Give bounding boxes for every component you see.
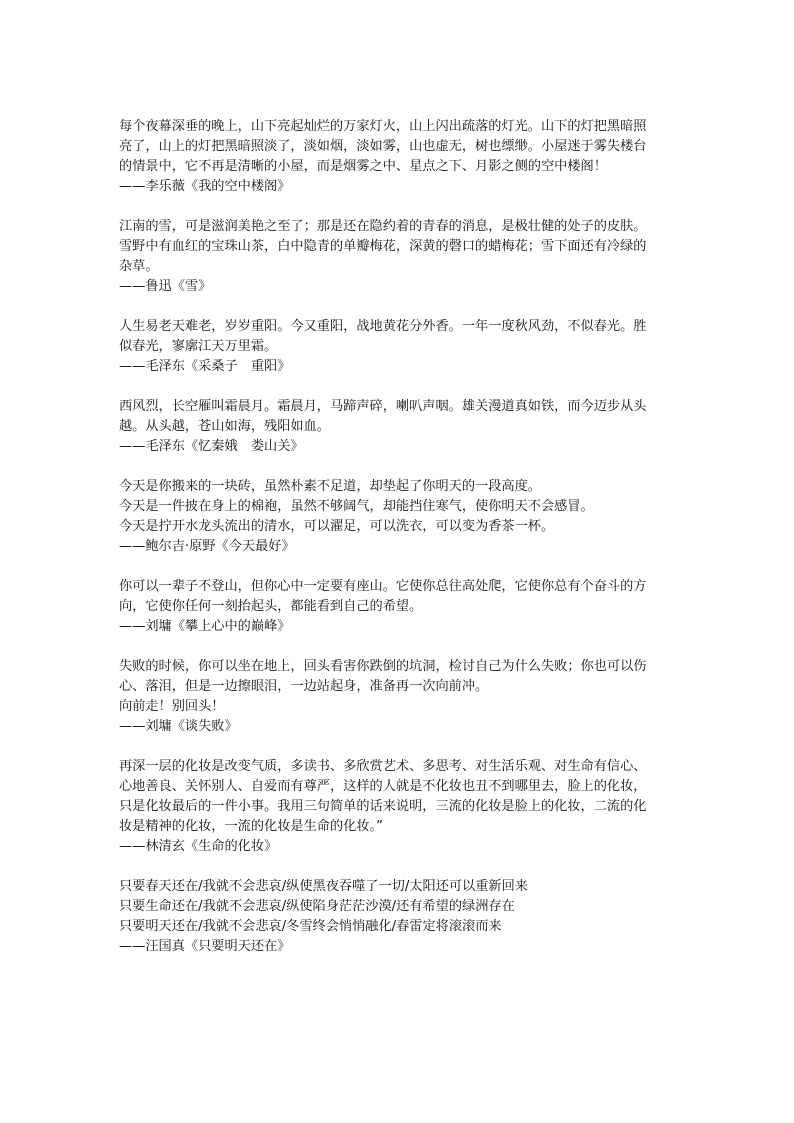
passage-text-line: 你可以一辈子不登山，但你心中一定要有座山。它使你总往高处爬，它使你总有个奋斗的方 xyxy=(119,579,647,594)
passage-attribution: ——毛泽东《忆秦娥 娄山关》 xyxy=(119,439,304,454)
passage-attribution: ——刘墉《攀上心中的巅峰》 xyxy=(119,619,291,634)
passage-text-line: 的情景中，它不再是清晰的小屋，而是烟雾之中、星点之下、月影之侧的空中楼阁！ xyxy=(119,159,607,174)
passage-text-line: 雪野中有血红的宝珠山茶，白中隐青的单瓣梅花，深黄的磬口的蜡梅花；雪下面还有冷绿的 xyxy=(119,239,647,254)
passage-text-line: 只要生命还在/我就不会悲哀/纵使陷身茫茫沙漠/还有希望的绿洲存在 xyxy=(119,899,515,914)
passage-text-line: 每个夜幕深垂的晚上，山下亮起灿烂的万家灯火，山上闪出疏落的灯光。山下的灯把黑暗照 xyxy=(119,119,647,134)
passage-text-line: 只要春天还在/我就不会悲哀/纵使黑夜吞噬了一切/太阳还可以重新回来 xyxy=(119,879,528,894)
passage-text-line: 今天是一件披在身上的棉袍，虽然不够阔气，却能挡住寒气，使你明天不会感冒。 xyxy=(119,499,594,514)
passage-text-line: 心地善良、关怀别人、自爱而有尊严，这样的人就是不化妆也丑不到哪里去，脸上的化妆， xyxy=(119,779,647,794)
passage-8 xyxy=(119,757,679,857)
passage-attribution: ——汪国真《只要明天还在》 xyxy=(119,939,291,954)
passage-text-line: 似春光，寥廓江天万里霜。 xyxy=(119,339,278,354)
passage-text-line: 再深一层的化妆是改变气质，多读书、多欣赏艺术、多思考、对生活乐观、对生命有信心、 xyxy=(119,759,647,774)
passage-3 xyxy=(119,317,679,377)
passage-4 xyxy=(119,397,679,457)
passage-7 xyxy=(119,657,679,737)
passage-text-line: 西风烈，长空雁叫霜晨月。霜晨月，马蹄声碎，喇叭声咽。雄关漫道真如铁，而今迈步从头 xyxy=(119,399,647,414)
passage-text-line: 失败的时候，你可以坐在地上，回头看害你跌倒的坑洞，检讨自己为什么失败；你也可以伤 xyxy=(119,659,647,674)
passage-text-line: 越。从头越，苍山如海，残阳如血。 xyxy=(119,419,330,434)
passage-5 xyxy=(119,477,679,557)
passage-attribution: ——鲍尔吉·原野《今天最好》 xyxy=(119,539,295,554)
passage-1 xyxy=(119,117,679,197)
passage-text-line: 杂草。 xyxy=(119,259,159,274)
passage-attribution: ——刘墉《谈失败》 xyxy=(119,719,238,734)
passage-attribution: ——鲁迅《雪》 xyxy=(119,279,212,294)
passage-9 xyxy=(119,877,679,957)
passage-text-line: 向前走！别回头！ xyxy=(119,699,225,714)
passage-attribution: ——林清玄《生命的化妆》 xyxy=(119,839,278,854)
passage-attribution: ——毛泽东《采桑子 重阳》 xyxy=(119,359,291,374)
passage-attribution: ——李乐薇《我的空中楼阁》 xyxy=(119,179,291,194)
passage-text-line: 妆是精神的化妆，一流的化妆是生命的化妆。” xyxy=(119,819,383,834)
passage-6 xyxy=(119,577,679,637)
passage-text-line: 向，它使你任何一刻抬起头，都能看到自己的希望。 xyxy=(119,599,423,614)
passage-text-line: 亮了，山上的灯把黑暗照淡了，淡如烟，淡如雾，山也虚无，树也缥缈。小屋迷于雾失楼台 xyxy=(119,139,647,154)
passage-text-line: 今天是拧开水龙头流出的清水，可以濯足，可以洗衣，可以变为香茶一杯。 xyxy=(119,519,555,534)
passage-text-line: 人生易老天难老，岁岁重阳。今又重阳，战地黄花分外香。一年一度秋风劲，不似春光。胜 xyxy=(119,319,647,334)
passage-text-line: 今天是你搬来的一块砖，虽然朴素不足道，却垫起了你明天的一段高度。 xyxy=(119,479,541,494)
passage-text-line: 江南的雪，可是滋润美艳之至了；那是还在隐约着的青春的消息，是极壮健的处子的皮肤。 xyxy=(119,219,647,234)
passage-text-line: 只要明天还在/我就不会悲哀/冬雪终会悄悄融化/春雷定将滚滚而来 xyxy=(119,919,502,934)
passage-text-line: 心、落泪，但是一边擦眼泪，一边站起身，准备再一次向前冲。 xyxy=(119,679,489,694)
passage-text-line: 只是化妆最后的一件小事。我用三句简单的话来说明，三流的化妆是脸上的化妆，二流的化 xyxy=(119,799,647,814)
quotes-content xyxy=(119,117,679,977)
passage-2 xyxy=(119,217,679,297)
